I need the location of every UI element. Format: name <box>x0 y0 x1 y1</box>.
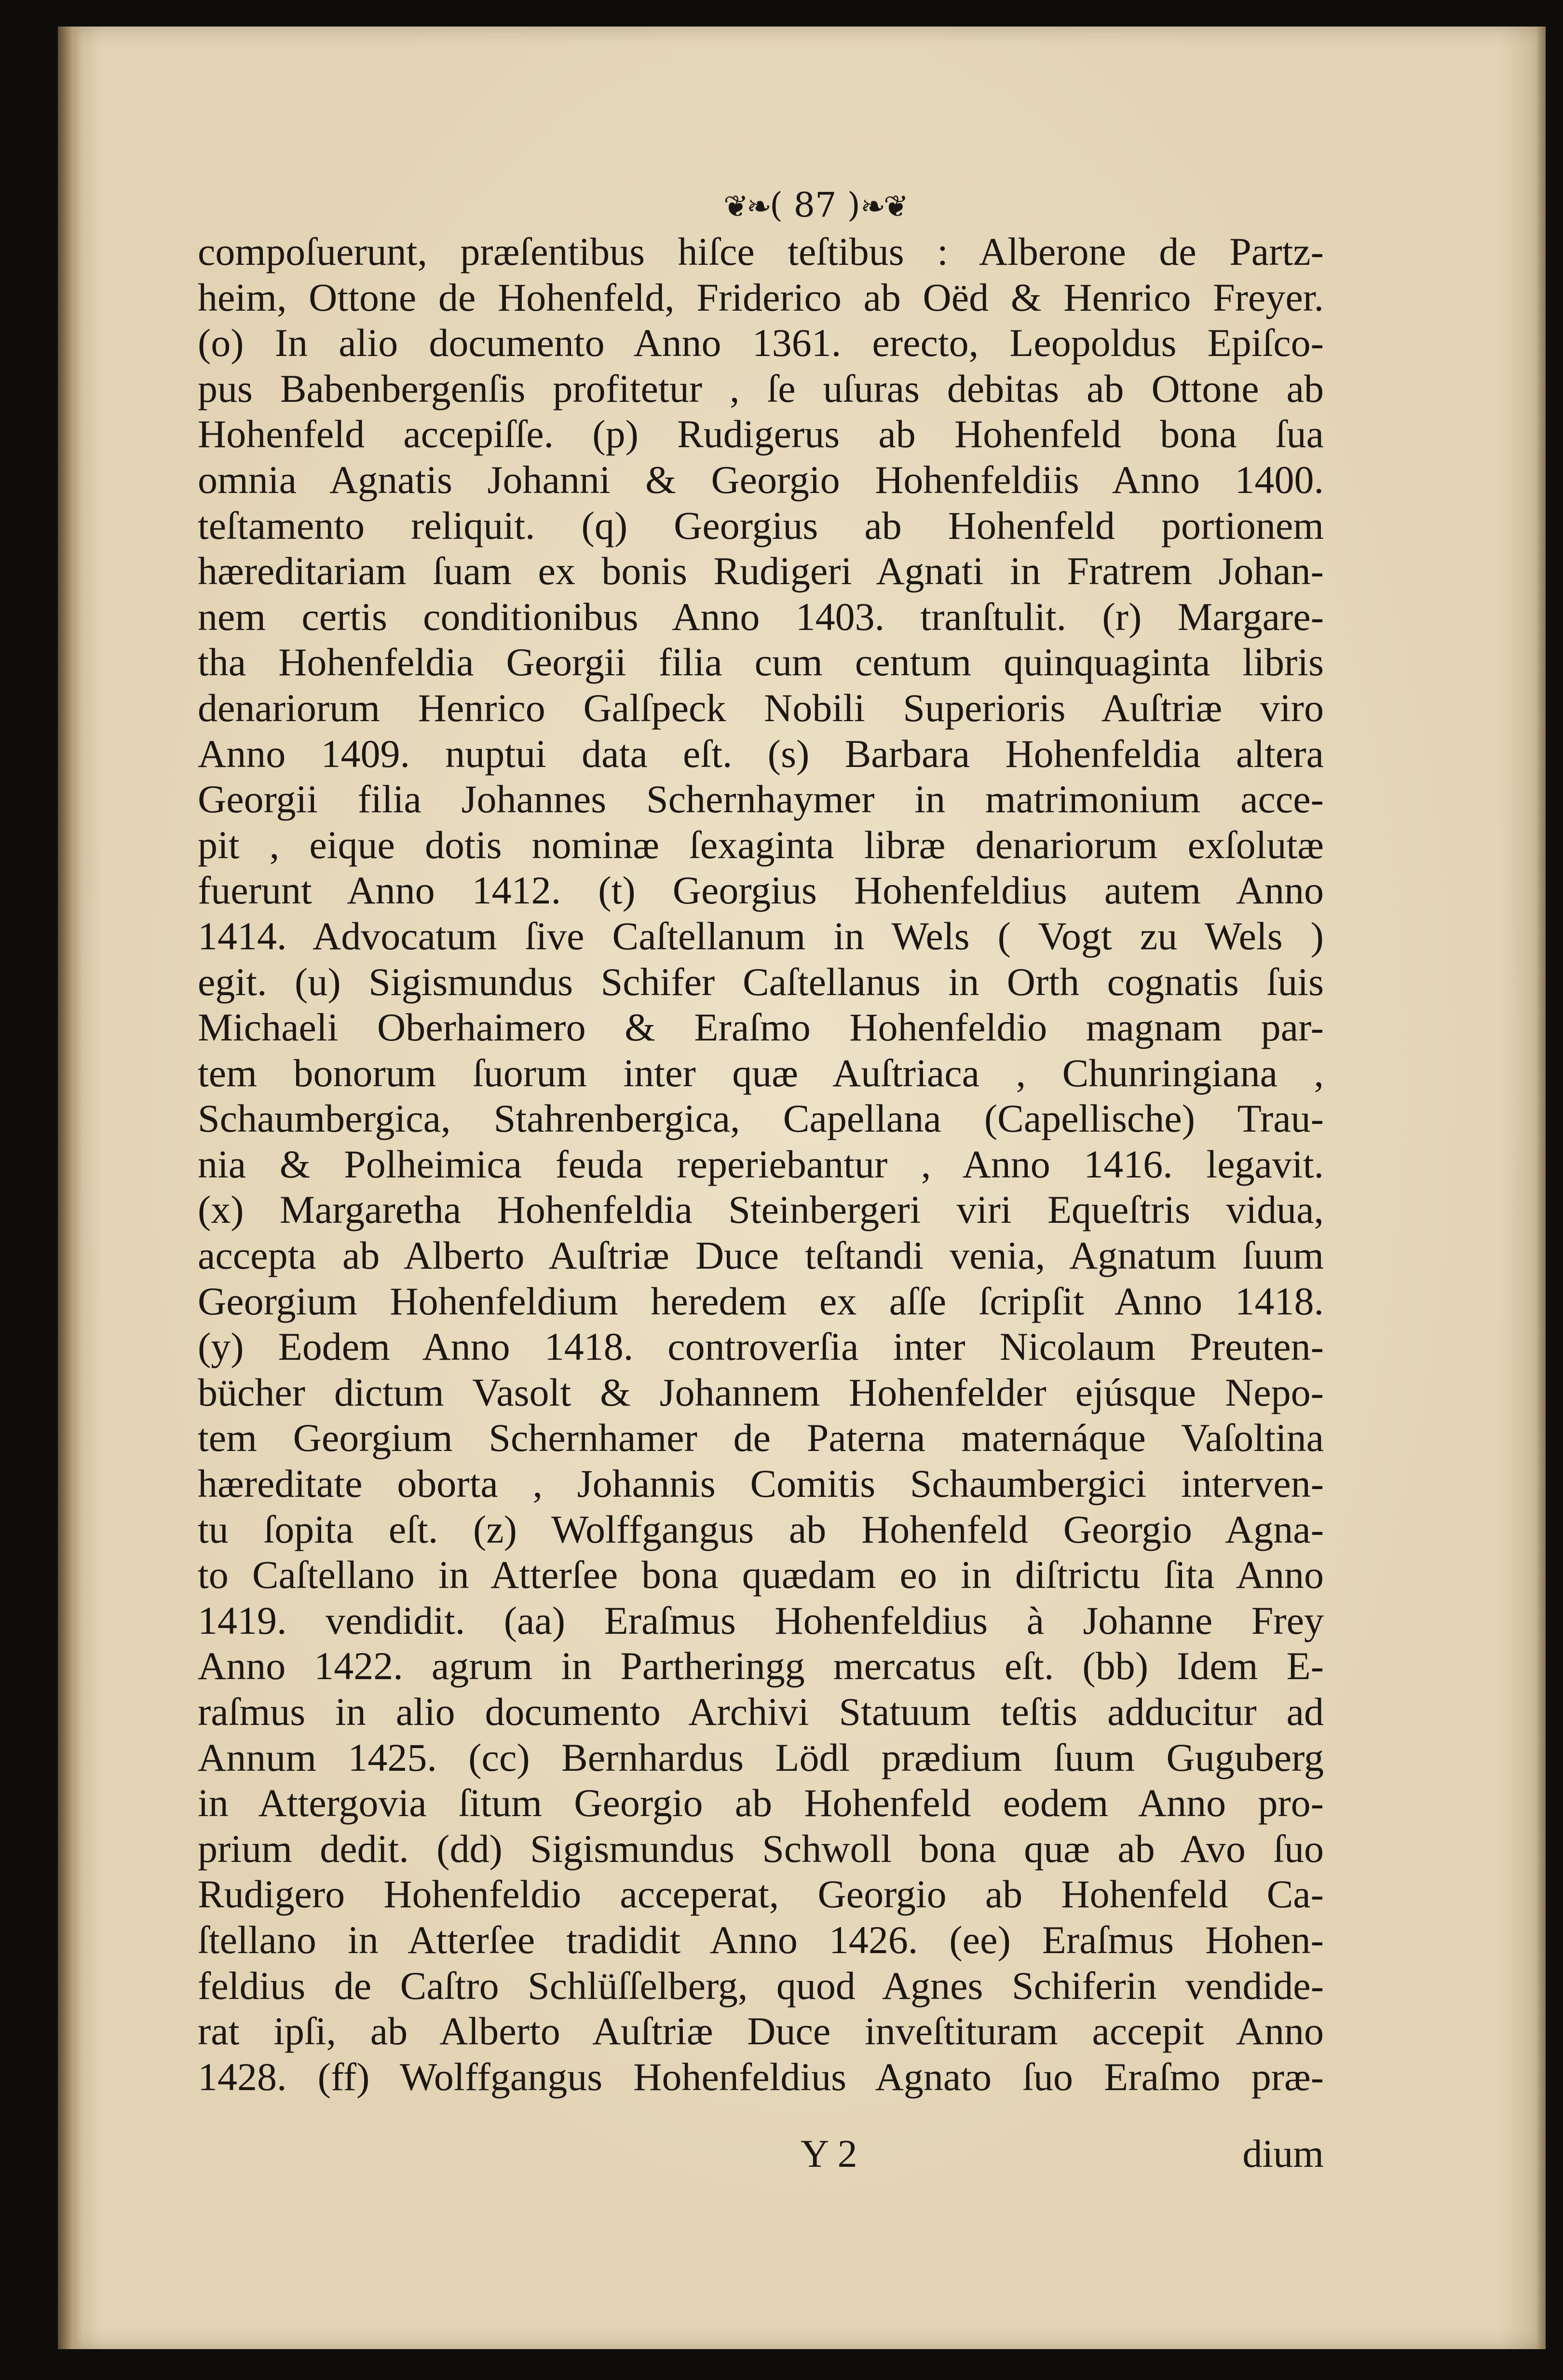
text-line: egit. (u) Sigismundus Schifer Caſtellanus in Orth cognatis ſuis <box>198 959 1324 1004</box>
text-line: nia & Polheimica feuda reperiebantur , Anno 1416. legavit. <box>198 1142 1324 1186</box>
text-line: rat ipſi, ab Alberto Auſtriæ Duce inveſtituram accepit Anno <box>198 2009 1324 2053</box>
text-line: omnia Agnatis Johanni & Georgio Hohenfeldiis Anno 1400. <box>198 457 1324 502</box>
text-line: (o) In alio documento Anno 1361. erecto, Leopoldus Epiſco- <box>198 321 1324 365</box>
ornament-right-icon: ❧❦ <box>860 189 907 224</box>
ornament-left-icon: ❦❧ <box>723 189 770 224</box>
text-line: (y) Eodem Anno 1418. controverſia inter Nicolaum Preuten- <box>198 1325 1324 1369</box>
text-line: Hohenfeld accepiſſe. (p) Rudigerus ab Hohenfeld bona ſua <box>198 412 1324 456</box>
text-line: accepta ab Alberto Auſtriæ Duce teſtandi venia, Agnatum ſuum <box>198 1233 1324 1278</box>
text-line: Annum 1425. (cc) Bernhardus Lödl prædium ſuum Guguberg <box>198 1735 1324 1779</box>
text-line: feldius de Caſtro Schlüſſelberg, quod Agnes Schiferin vendide- <box>198 1963 1324 2008</box>
text-line: Anno 1409. nuptui data eſt. (s) Barbara Hohenfeldia altera <box>198 731 1324 776</box>
text-line: Anno 1422. agrum in Partheringg mercatus eſt. (bb) Idem E- <box>198 1644 1324 1688</box>
text-line: Michaeli Oberhaimero & Eraſmo Hohenfeldio magnam par- <box>198 1005 1324 1050</box>
text-line: pit , eique dotis nominæ ſexaginta libræ denariorum exſolutæ <box>198 822 1324 867</box>
text-line: teſtamento reliquit. (q) Georgius ab Hohenfeld portionem <box>198 503 1324 547</box>
text-line: tha Hohenfeldia Georgii filia cum centum quinquaginta libris <box>198 640 1324 684</box>
text-line: Schaumbergica, Stahrenbergica, Capellana (Capellische) Trau- <box>198 1096 1324 1141</box>
page-footer <box>198 2130 1324 2178</box>
text-line: 1414. Advocatum ſive Caſtellanum in Wels ( Vogt zu Wels ) <box>198 914 1324 958</box>
text-line: nem certis conditionibus Anno 1403. tranſtulit. (r) Margare- <box>198 594 1324 639</box>
body-text <box>198 229 1324 2100</box>
text-line: prium dedit. (dd) Sigismundus Schwoll bona quæ ab Avo ſuo <box>198 1826 1324 1871</box>
page-edge-shadow <box>1536 27 1546 2349</box>
text-line: in Attergovia ſitum Georgio ab Hohenfeld eodem Anno pro- <box>198 1781 1324 1825</box>
page-header <box>694 186 936 226</box>
text-line: (x) Margaretha Hohenfeldia Steinbergeri viri Equeſtris vidua, <box>198 1188 1324 1232</box>
page-gutter-shadow <box>58 27 82 2349</box>
text-line: bücher dictum Vasolt & Johannem Hohenfelder ejúsque Nepo- <box>198 1370 1324 1414</box>
text-line: hæreditate oborta , Johannis Comitis Schaumbergici interven- <box>198 1462 1324 1506</box>
text-line: compoſuerunt, præſentibus hiſce teſtibus : Alberone de Partz- <box>198 230 1324 274</box>
text-line: Georgii filia Johannes Schernhaymer in matrimonium acce- <box>198 777 1324 821</box>
text-line: Georgium Hohenfeldium heredem ex aſſe ſcripſit Anno 1418. <box>198 1279 1324 1323</box>
text-line: tu ſopita eſt. (z) Wolffgangus ab Hohenfeld Georgio Agna- <box>198 1507 1324 1551</box>
signature-mark: Y 2 <box>801 2132 857 2175</box>
book-page <box>58 27 1546 2349</box>
text-line: heim, Ottone de Hohenfeld, Friderico ab Oëd & Henrico Freyer. <box>198 275 1324 319</box>
text-line: hæreditariam ſuam ex bonis Rudigeri Agnati in Fratrem Johan- <box>198 549 1324 593</box>
text-line: raſmus in alio documento Archivi Statuum teſtis adducitur ad <box>198 1690 1324 1734</box>
text-line: tem Georgium Schernhamer de Paterna maternáque Vaſoltina <box>198 1416 1324 1460</box>
text-line: to Caſtellano in Atterſee bona quædam eo in diſtrictu ſita Anno <box>198 1553 1324 1597</box>
text-line: denariorum Henrico Galſpeck Nobili Superioris Auſtriæ viro <box>198 685 1324 730</box>
text-line: ſtellano in Atterſee tradidit Anno 1426. (ee) Eraſmus Hohen- <box>198 1917 1324 1962</box>
catchword: dium <box>1242 2132 1324 2175</box>
page-number: ( 87 ) <box>769 185 861 225</box>
text-line: tem bonorum ſuorum inter quæ Auſtriaca , Chunringiana , <box>198 1051 1324 1095</box>
text-line: fuerunt Anno 1412. (t) Georgius Hohenfeldius autem Anno <box>198 868 1324 913</box>
text-line: Rudigero Hohenfeldio acceperat, Georgio ab Hohenfeld Ca- <box>198 1872 1324 1916</box>
text-line: 1419. vendidit. (aa) Eraſmus Hohenfeldius à Johanne Frey <box>198 1598 1324 1642</box>
text-line: 1428. (ff) Wolffgangus Hohenfeldius Agnato ſuo Eraſmo præ- <box>198 2054 1324 2099</box>
text-line: pus Babenbergenſis profitetur , ſe uſuras debitas ab Ottone ab <box>198 366 1324 410</box>
